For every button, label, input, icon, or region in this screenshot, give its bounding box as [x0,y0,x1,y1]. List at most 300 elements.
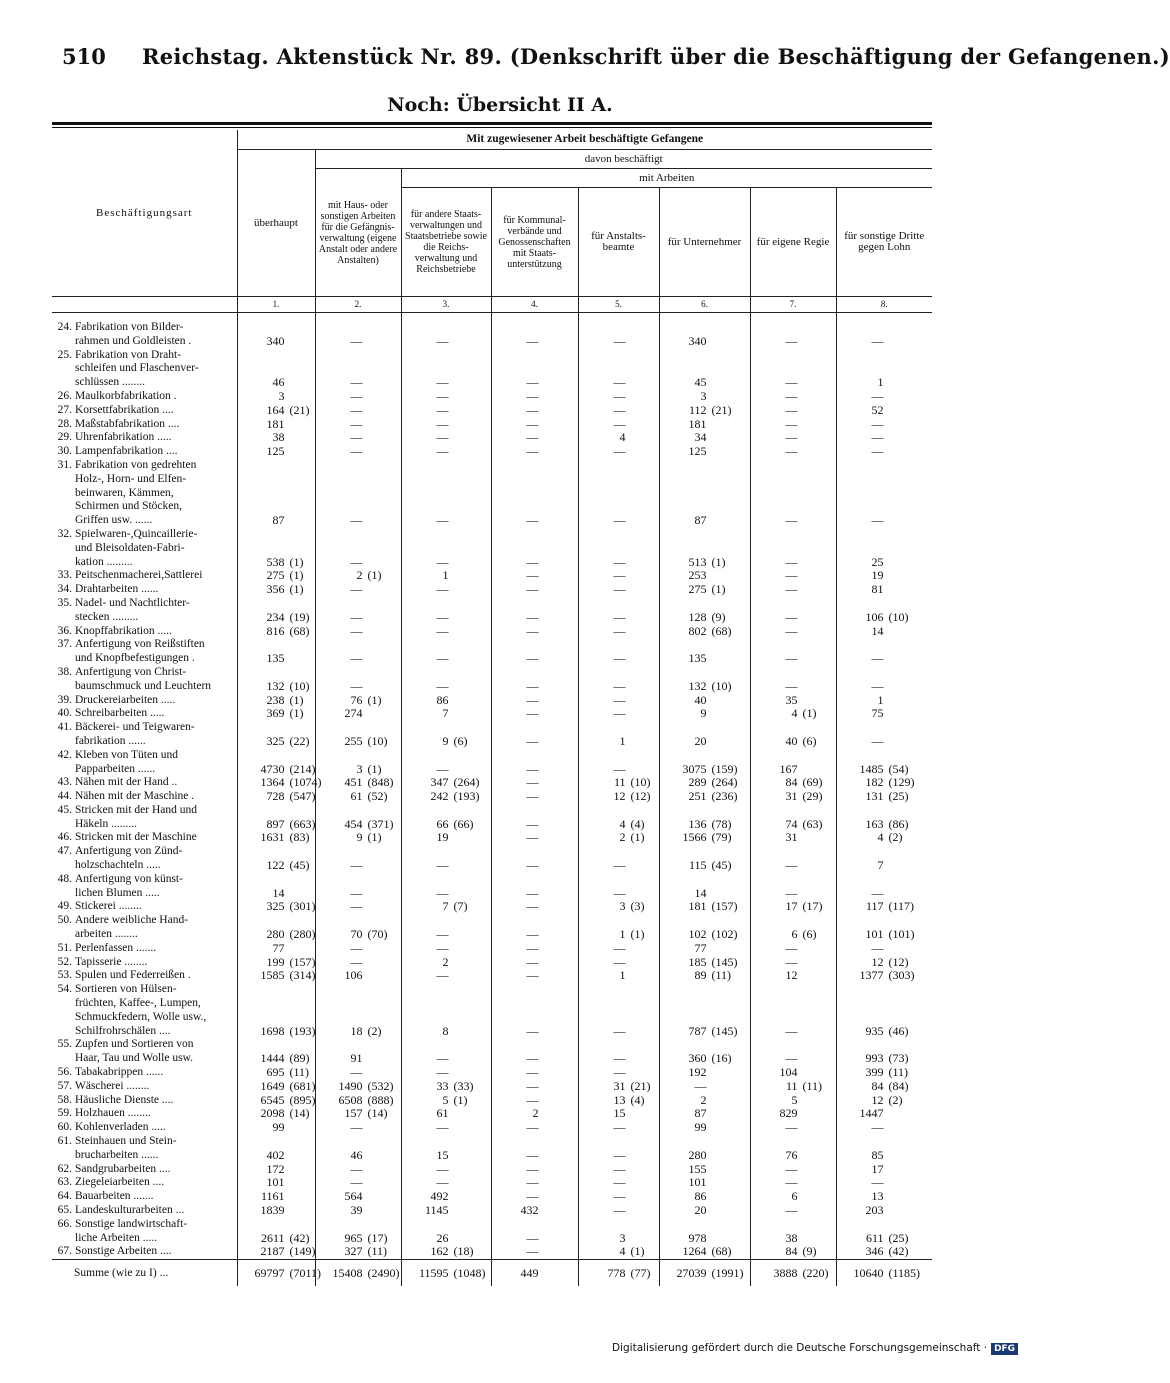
cell-col-4 [491,1011,578,1025]
row-number: 55. [57,1038,72,1051]
cell-col-1 [237,804,315,818]
cell-col-6 [659,1232,750,1246]
cell-col-7 [750,528,836,542]
cell-col-6 [659,804,750,818]
cell-col-3 [401,956,491,970]
row-label [52,542,237,556]
cell-col-7 [750,1107,836,1121]
cell-col-3 [401,887,491,901]
cell-col-5 [578,556,659,570]
cell-col-7 [750,859,836,873]
table-row [52,514,932,528]
cell-value: 7 [442,899,449,914]
cell-value: 253 [688,568,707,583]
cell-col-2 [315,556,401,570]
cell-value: — [871,444,884,459]
cell-col-2 [315,887,401,901]
cell-col-1 [237,542,315,556]
row-number: 37. [57,638,72,651]
cell-col-5 [578,638,659,652]
cell-value: 255 [344,733,363,748]
row-label [52,1052,237,1066]
cell-value: — [526,430,539,445]
cell-value: — [436,402,449,417]
cell-col-2 [315,956,401,970]
cell-col-5 [578,1232,659,1246]
cell-col-5 [578,928,659,942]
cell-value: 1264 [682,1244,707,1259]
cell-col-1 [237,1135,315,1149]
cell-col-4 [491,873,578,887]
cell-col-1 [237,1149,315,1163]
cell-value: 2 [442,954,449,969]
table-row [52,749,932,763]
cell-col-3 [401,431,491,445]
cell-col-5 [578,1190,659,1204]
cell-col-3 [401,763,491,777]
top-rule [52,122,932,125]
cell-women: (532) [367,1078,394,1093]
cell-value: — [526,775,539,790]
cell-value: 91 [350,1051,363,1066]
row-number: 26. [57,389,72,402]
cell-value: — [613,568,626,583]
cell-women: (895) [289,1092,316,1107]
cell-value: — [350,885,363,900]
cell-value: 132 [266,678,285,693]
row-label [52,680,237,694]
cell-col-3 [401,776,491,790]
cell-value: 115 [688,858,707,873]
cell-women: (73) [888,1051,909,1066]
cell-col-6 [659,500,750,514]
sum-col-4 [491,1260,578,1287]
cell-col-7 [750,873,836,887]
cell-col-1 [237,1094,315,1108]
row-label [52,721,237,735]
cell-col-5 [578,666,659,680]
row-label-text: Schilfrohrschälen .... [75,1024,171,1037]
row-label [52,1121,237,1135]
cell-col-6 [659,376,750,390]
cell-col-4 [491,1245,578,1259]
cell-value: 135 [688,651,707,666]
row-label [52,1011,237,1025]
cell-value: 399 [865,1065,884,1080]
row-label [52,1190,237,1204]
cell-value: — [526,375,539,390]
cell-col-2 [315,569,401,583]
cell-women: (10) [367,733,388,748]
cell-col-5 [578,487,659,501]
cell-col-2 [315,1121,401,1135]
sum-women: (1048) [453,1266,486,1281]
table-row [52,983,932,997]
row-label-text: Anfertigung von Zünd- [75,845,183,858]
cell-value: — [785,416,798,431]
cell-col-8 [836,1245,932,1259]
table-subtitle: Noch: Übersicht II A. [387,94,613,116]
cell-value: — [526,761,539,776]
cell-col-8 [836,349,932,363]
cell-value: 1585 [260,968,285,983]
cell-value: — [526,416,539,431]
cell-value: 76 [785,1147,798,1162]
cell-col-4 [491,611,578,625]
cell-col-6 [659,1176,750,1190]
row-label-text: schleifen und Flaschenver- [75,362,199,375]
cell-col-1 [237,335,315,349]
cell-value: — [526,927,539,942]
cell-col-2 [315,362,401,376]
cell-value: — [436,388,449,403]
cell-col-7 [750,983,836,997]
cell-col-7 [750,652,836,666]
cell-value: — [526,513,539,528]
cell-women: (17) [802,899,823,914]
cell-value: 106 [865,609,884,624]
row-label-text: Korsettfabrikation .... [75,403,174,416]
cell-value: — [785,554,798,569]
cell-value: 454 [344,816,363,831]
row-number: 52. [57,955,72,968]
cell-col-2 [315,1176,401,1190]
cell-women: (54) [888,761,909,776]
cell-value: — [350,1065,363,1080]
cell-col-5 [578,459,659,473]
cell-col-8 [836,942,932,956]
table-row [52,1121,932,1135]
column-number-2: 2. [315,297,401,313]
cell-women: (681) [289,1078,316,1093]
cell-col-5 [578,845,659,859]
cell-value: 346 [865,1244,884,1259]
cell-women: (1) [711,582,726,597]
sum-col-6 [659,1260,750,1287]
row-label [52,666,237,680]
cell-col-3 [401,1121,491,1135]
cell-col-7 [750,1066,836,1080]
row-label [52,928,237,942]
cell-col-6 [659,914,750,928]
row-label [52,418,237,432]
cell-col-2 [315,431,401,445]
cell-col-4 [491,1218,578,1232]
cell-col-6 [659,680,750,694]
cell-women: (16) [711,1051,732,1066]
row-label [52,487,237,501]
cell-col-7 [750,1025,836,1039]
cell-col-4 [491,1025,578,1039]
cell-value: 76 [350,692,363,707]
cell-value: — [785,582,798,597]
cell-col-2 [315,859,401,873]
cell-value: 85 [871,1147,884,1162]
cell-women: (1) [802,706,817,721]
cell-value: 12 [785,968,798,983]
cell-value: — [785,623,798,638]
cell-value: 6508 [338,1092,363,1107]
cell-value: 104 [779,1065,798,1080]
cell-women: (21) [711,402,732,417]
cell-col-5 [578,818,659,832]
row-label [52,831,237,845]
cell-col-5 [578,1094,659,1108]
cell-women: (2) [888,830,903,845]
cell-col-6 [659,749,750,763]
table-row [52,804,932,818]
cell-col-5 [578,914,659,928]
cell-value: 1 [877,375,884,390]
row-label-text: lichen Blumen ..... [75,886,160,899]
cell-value: 31 [785,830,798,845]
cell-col-8 [836,569,932,583]
cell-value: — [436,1161,449,1176]
header-col-8: für sonstige Dritte gegen Lohn [836,188,932,297]
table-row [52,1025,932,1039]
cell-col-5 [578,1052,659,1066]
cell-value: 87 [694,1106,707,1121]
cell-value: — [526,651,539,666]
sum-col-2 [315,1260,401,1287]
cell-col-7 [750,1245,836,1259]
cell-col-6 [659,831,750,845]
cell-value: — [526,1051,539,1066]
cell-col-8 [836,473,932,487]
row-label-text: Sonstige Arbeiten .... [75,1245,172,1258]
cell-col-1 [237,1066,315,1080]
row-number: 67. [57,1245,72,1258]
cell-women: (19) [289,609,310,624]
cell-women: (371) [367,816,394,831]
cell-value: 7 [877,858,884,873]
row-label-text: Peitschenmacherei,Sattlerei [75,569,203,582]
cell-col-5 [578,1038,659,1052]
cell-col-4 [491,652,578,666]
cell-col-6 [659,1066,750,1080]
cell-col-6 [659,1135,750,1149]
cell-col-7 [750,735,836,749]
cell-col-6 [659,969,750,983]
cell-women: (193) [289,1023,316,1038]
row-label-text: Kohlenverladen ..... [75,1121,166,1134]
cell-col-3 [401,1094,491,1108]
header-davon: davon beschäftigt [315,150,932,169]
cell-value: — [613,623,626,638]
cell-col-4 [491,583,578,597]
table-row [52,362,932,376]
row-label [52,887,237,901]
row-number: 57. [57,1079,72,1092]
row-label [52,1232,237,1246]
cell-col-1 [237,997,315,1011]
cell-women: (1) [289,554,304,569]
cell-col-8 [836,1176,932,1190]
cell-value: — [785,1120,798,1135]
cell-col-4 [491,362,578,376]
cell-value: — [526,692,539,707]
cell-value: — [613,1023,626,1038]
cell-women: (79) [711,830,732,845]
cell-value: 157 [344,1106,363,1121]
cell-col-3 [401,500,491,514]
cell-col-7 [750,1094,836,1108]
table-row [52,376,932,390]
cell-col-7 [750,1176,836,1190]
row-label [52,997,237,1011]
cell-col-6 [659,349,750,363]
cell-col-8 [836,831,932,845]
cell-col-1 [237,528,315,542]
cell-value: 81 [871,582,884,597]
cell-col-1 [237,969,315,983]
cell-col-1 [237,707,315,721]
cell-col-5 [578,983,659,997]
cell-women: (301) [289,899,316,914]
cell-value: 163 [865,816,884,831]
table-row [52,1135,932,1149]
table-row [52,790,932,804]
row-number: 47. [57,845,72,858]
cell-women: (46) [888,1023,909,1038]
cell-col-3 [401,335,491,349]
cell-women: (303) [888,968,915,983]
cell-women: (1) [289,582,304,597]
table-row [52,859,932,873]
row-label [52,1163,237,1177]
row-label-text: Fabrikation von gedrehten [75,458,197,471]
cell-women: (86) [888,816,909,831]
cell-value: 369 [266,706,285,721]
row-number: 35. [57,596,72,609]
cell-col-5 [578,1176,659,1190]
cell-value: 1447 [859,1106,884,1121]
cell-col-5 [578,431,659,445]
cell-value: — [526,1078,539,1093]
cell-value: 1566 [682,830,707,845]
cell-value: 325 [266,899,285,914]
cell-col-3 [401,313,491,335]
table-row [52,556,932,570]
cell-col-3 [401,376,491,390]
cell-col-1 [237,942,315,956]
cell-col-5 [578,707,659,721]
cell-col-2 [315,1011,401,1025]
cell-col-7 [750,638,836,652]
cell-col-2 [315,1163,401,1177]
cell-value: 112 [688,402,707,417]
cell-col-4 [491,1052,578,1066]
cell-value: 1364 [260,775,285,790]
cell-col-8 [836,1190,932,1204]
row-label-text: Wäscherei ........ [75,1079,150,1092]
cell-col-6 [659,956,750,970]
table-row [52,473,932,487]
cell-value: 2187 [260,1244,285,1259]
cell-value: 12 [871,1092,884,1107]
cell-col-8 [836,859,932,873]
cell-value: — [785,940,798,955]
cell-women: (45) [711,858,732,873]
cell-women: (25) [888,1230,909,1245]
cell-value: 38 [785,1230,798,1245]
cell-women: (42) [289,1230,310,1245]
cell-value: 164 [266,402,285,417]
cell-col-8 [836,1163,932,1177]
cell-col-7 [750,928,836,942]
cell-value: — [613,1147,626,1162]
cell-col-1 [237,1052,315,1066]
cell-value: 31 [613,1078,626,1093]
cell-value: — [436,1175,449,1190]
cell-col-8 [836,1011,932,1025]
table-row [52,335,932,349]
row-label-text: Anfertigung von Christ- [75,665,187,678]
cell-value: 25 [871,554,884,569]
cell-col-6 [659,583,750,597]
cell-value: 20 [694,1203,707,1217]
cell-col-7 [750,956,836,970]
cell-col-3 [401,418,491,432]
cell-value: 87 [694,513,707,528]
cell-value: — [526,444,539,459]
row-number: 62. [57,1162,72,1175]
cell-col-8 [836,652,932,666]
cell-col-3 [401,390,491,404]
cell-col-5 [578,790,659,804]
cell-women: (12) [630,789,651,804]
cell-col-4 [491,969,578,983]
cell-col-8 [836,335,932,349]
row-label [52,1025,237,1039]
sum-women: (1185) [888,1266,921,1281]
cell-value: — [436,554,449,569]
cell-col-3 [401,638,491,652]
cell-col-1 [237,694,315,708]
cell-value: — [613,609,626,624]
sum-value: 10640 [853,1266,884,1281]
sum-value: 3888 [773,1266,798,1281]
cell-col-6 [659,983,750,997]
cell-value: 203 [865,1203,884,1217]
cell-col-4 [491,887,578,901]
cell-col-2 [315,914,401,928]
cell-women: (25) [888,789,909,804]
cell-col-7 [750,776,836,790]
cell-value: 993 [865,1051,884,1066]
cell-col-7 [750,790,836,804]
cell-col-6 [659,431,750,445]
cell-col-1 [237,1080,315,1094]
cell-value: 84 [785,775,798,790]
cell-value: 102 [688,927,707,942]
row-label [52,900,237,914]
cell-col-1 [237,928,315,942]
cell-col-4 [491,845,578,859]
cell-col-3 [401,459,491,473]
cell-women: (11) [289,1065,310,1080]
cell-value: — [350,1175,363,1190]
cell-value: — [526,1120,539,1135]
cell-value: 1145 [424,1203,449,1217]
cell-value: 136 [688,816,707,831]
row-number: 38. [57,665,72,678]
table-row [52,1149,932,1163]
cell-col-1 [237,666,315,680]
cell-col-2 [315,376,401,390]
cell-col-5 [578,362,659,376]
cell-value: 3 [356,761,363,776]
